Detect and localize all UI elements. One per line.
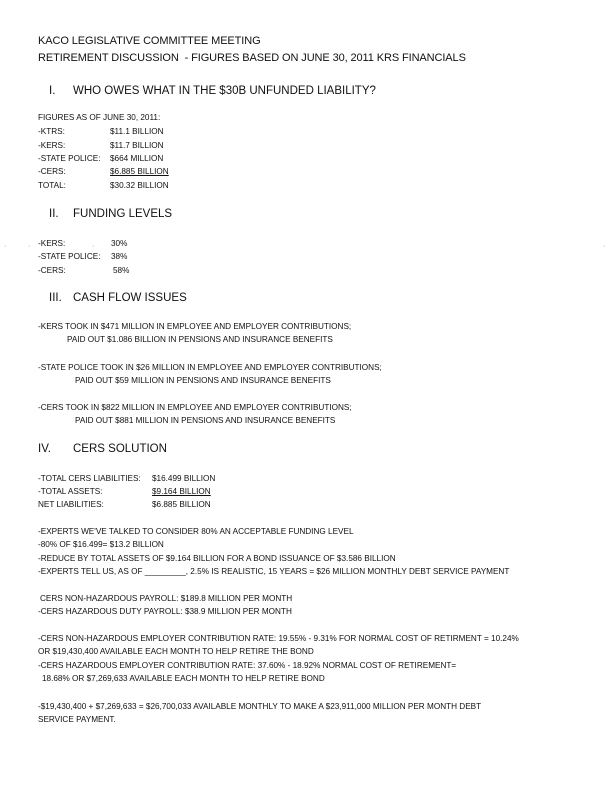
liability-value: $6.885 BILLION (110, 167, 169, 176)
funding-value: 58% (113, 266, 130, 275)
funding-label: -STATE POLICE: (38, 252, 101, 261)
liability-value: $11.1 BILLION (110, 127, 164, 136)
experts-line: -REDUCE BY TOTAL ASSETS OF $9.164 BILLION FOR A BOND ISSUANCE OF $3.586 BILLION (38, 554, 396, 563)
liability-value: $664 MILLION (110, 154, 164, 163)
summary-line: -$19,430,400 + $7,269,633 = $26,700,033 AVAILABLE MONTHLY TO MAKE A $23,911,000 MILLION PER MONTH DEBT (38, 702, 482, 711)
cash-flow-line: -CERS TOOK IN $822 MILLION IN EMPLOYEE AND EMPLOYER CONTRIBUTIONS; (38, 403, 352, 412)
liability-value: $11.7 BILLION (110, 141, 164, 150)
section-2-numeral: II. (49, 208, 59, 220)
cers-value: $9.164 BILLION (152, 487, 211, 496)
section-1-intro: FIGURES AS OF JUNE 30, 2011: (38, 113, 161, 122)
scan-mark: · (603, 243, 606, 250)
section-4-heading: CERS SOLUTION (73, 443, 167, 455)
section-2-heading: FUNDING LEVELS (73, 208, 173, 220)
cers-label: NET LIABILITIES: (38, 500, 104, 509)
document-title: KACO LEGISLATIVE COMMITTEE MEETING (38, 35, 261, 47)
rate-line: 18.68% OR $7,269,633 AVAILABLE EACH MONTH TO HELP RETIRE BOND (42, 674, 325, 683)
section-4-numeral: IV. (38, 443, 52, 455)
rate-line: -CERS NON-HAZARDOUS EMPLOYER CONTRIBUTION RATE: 19.55% - 9.31% FOR NORMAL COST OF RETIRMENT = 10.24% (38, 634, 519, 643)
liability-label: -KTRS: (38, 127, 65, 136)
section-1-numeral: I. (49, 85, 56, 97)
cers-value: $16.499 BILLION (152, 474, 216, 483)
cers-label: -TOTAL CERS LIABILITIES: (38, 474, 141, 483)
summary-line: SERVICE PAYMENT. (38, 715, 116, 724)
liability-label: -CERS: (38, 167, 66, 176)
experts-line: -80% OF $16.499= $13.2 BILLION (38, 540, 164, 549)
cash-flow-line: -KERS TOOK IN $471 MILLION IN EMPLOYEE AND EMPLOYER CONTRIBUTIONS; (38, 322, 352, 331)
liability-total-label: TOTAL: (38, 181, 66, 190)
funding-value: 38% (111, 252, 128, 261)
liability-label: -KERS: (38, 141, 66, 150)
document-subtitle: RETIREMENT DISCUSSION - FIGURES BASED ON JUNE 30, 2011 KRS FINANCIALS (38, 52, 466, 64)
section-1-heading: WHO OWES WHAT IN THE $30B UNFUNDED LIABILITY? (73, 85, 376, 97)
funding-label: -KERS: (38, 239, 66, 248)
experts-line: -EXPERTS TELL US, AS OF _________, 2.5% IS REALISTIC, 15 YEARS = $26 MILLION MONTHLY DEBT SERVICE PAYMENT (38, 567, 510, 576)
liability-total-value: $30.32 BILLION (110, 181, 169, 190)
cash-flow-line: PAID OUT $881 MILLION IN PENSIONS AND INSURANCE BENEFITS (75, 416, 336, 425)
funding-value: 30% (111, 239, 128, 248)
cash-flow-line: -STATE POLICE TOOK IN $26 MILLION IN EMPLOYEE AND EMPLOYER CONTRIBUTIONS; (38, 363, 382, 372)
funding-label: -CERS: (38, 266, 66, 275)
experts-line: -EXPERTS WE'VE TALKED TO CONSIDER 80% AN ACCEPTABLE FUNDING LEVEL (38, 527, 354, 536)
rate-line: -CERS HAZARDOUS EMPLOYER CONTRIBUTION RATE: 37.60% - 18.92% NORMAL COST OF RETIREMENT= (38, 661, 457, 670)
scan-mark: · (4, 243, 7, 250)
cash-flow-line: PAID OUT $1.086 BILLION IN PENSIONS AND INSURANCE BENEFITS (67, 335, 333, 344)
cash-flow-line: PAID OUT $59 MILLION IN PENSIONS AND INSURANCE BENEFITS (75, 376, 331, 385)
payroll-line: CERS NON-HAZARDOUS PAYROLL: $189.8 MILLION PER MONTH (40, 594, 293, 603)
scan-mark: · (92, 243, 95, 250)
rate-line: OR $19,430,400 AVAILABLE EACH MONTH TO HELP RETIRE THE BOND (38, 647, 314, 656)
liability-label: -STATE POLICE: (38, 154, 101, 163)
section-3-numeral: III. (49, 292, 62, 304)
payroll-line: -CERS HAZARDOUS DUTY PAYROLL: $38.9 MILLION PER MONTH (38, 607, 292, 616)
cers-value: $6.885 BILLION (152, 500, 211, 509)
cers-label: -TOTAL ASSETS: (38, 487, 103, 496)
section-3-heading: CASH FLOW ISSUES (73, 292, 187, 304)
scan-mark: · (28, 243, 31, 250)
